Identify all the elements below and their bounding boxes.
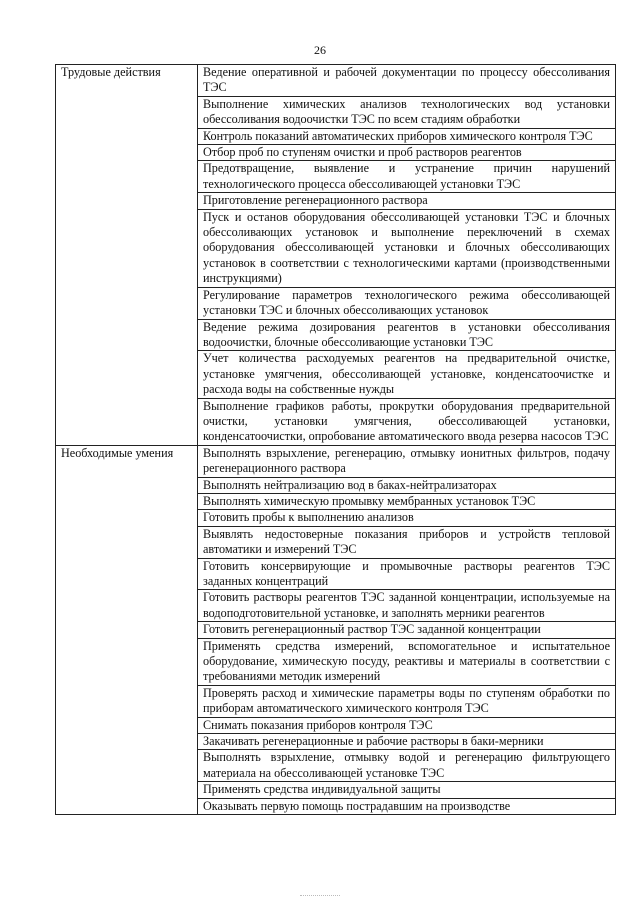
page-number: 26	[314, 43, 326, 57]
table-cell-item: Готовить пробы к выполнению анализов	[198, 510, 616, 526]
table-cell-item: Снимать показания приборов контроля ТЭС	[198, 717, 616, 733]
table-cell-item: Ведение оперативной и рабочей документации по процессу обессоливания ТЭС	[198, 65, 616, 97]
table-cell-item: Отбор проб по ступеням очистки и проб растворов реагентов	[198, 145, 616, 161]
table-cell-item: Закачивать регенерационные и рабочие растворы в баки-мерники	[198, 734, 616, 750]
table-cell-item: Готовить растворы реагентов ТЭС заданной концентрации, используемые на водоподготовительной установке, и заполнять мерники реагентов	[198, 590, 616, 622]
table-cell-item: Готовить регенерационный раствор ТЭС заданной концентрации	[198, 622, 616, 638]
table-row	[56, 65, 616, 97]
table-cell-item: Выполнять взрыхление, регенерацию, отмывку ионитных фильтров, подачу регенерационного раствора	[198, 445, 616, 477]
table-cell-item: Выполнение графиков работы, прокрутки оборудования предварительной очистки, установки умягчения, обессоливающей установки, конденсатоочистки, опробование автоматического ввода резерва насосов ТЭС	[198, 398, 616, 445]
table-body	[56, 65, 616, 815]
section-label: Трудовые действия	[56, 65, 198, 446]
table-cell-item: Оказывать первую помощь пострадавшим на производстве	[198, 798, 616, 814]
table-row	[56, 445, 616, 477]
table-cell-item: Применять средства индивидуальной защиты	[198, 782, 616, 798]
bottom-scan-mark	[300, 895, 340, 897]
table-cell-item: Применять средства измерений, вспомогательное и испытательное оборудование, химическую посуду, реактивы и материалы в соответствии с требованиями методик измерений	[198, 638, 616, 685]
table-cell-item: Выявлять недостоверные показания приборов и устройств тепловой автоматики и измерений ТЭС	[198, 526, 616, 558]
table-cell-item: Учет количества расходуемых реагентов на предварительной очистке, установке умягчения, обессоливающей установке, конденсатоочистке и расхода воды на собственные нужды	[198, 351, 616, 398]
table-cell-item: Проверять расход и химические параметры воды по ступеням обработки по приборам автоматического химического контроля ТЭС	[198, 685, 616, 717]
table-cell-item: Ведение режима дозирования реагентов в установки обессоливания водоочистки, блочные обессоливающие установки ТЭС	[198, 319, 616, 351]
table-cell-item: Приготовление регенерационного раствора	[198, 193, 616, 209]
table-cell-item: Выполнять нейтрализацию вод в баках-нейтрализаторах	[198, 477, 616, 493]
table-cell-item: Выполнять химическую промывку мембранных установок ТЭС	[198, 493, 616, 509]
table-cell-item: Выполнение химических анализов технологических вод установки обессоливания водоочистки ТЭС по всем стадиям обработки	[198, 96, 616, 128]
section-label: Необходимые умения	[56, 445, 198, 814]
table-cell-item: Пуск и останов оборудования обессоливающей установки ТЭС и блочных обессоливающих установок и выполнение переключений в схемах оборудования обессоливающей установки и блочных обессоливающих установок в соответствии с технологическими картами (производственными инструкциями)	[198, 209, 616, 287]
table-cell-item: Предотвращение, выявление и устранение причин нарушений технологического процесса обессоливающей установки ТЭС	[198, 161, 616, 193]
table-cell-item: Выполнять взрыхление, отмывку водой и регенерацию фильтрующего материала на обессоливающей установке ТЭС	[198, 750, 616, 782]
competency-table	[55, 64, 616, 815]
table-cell-item: Контроль показаний автоматических приборов химического контроля ТЭС	[198, 128, 616, 144]
table-cell-item: Регулирование параметров технологического режима обессоливающей установки ТЭС и блочных обессоливающих установок	[198, 287, 616, 319]
table-cell-item: Готовить консервирующие и промывочные растворы реагентов ТЭС заданных концентраций	[198, 558, 616, 590]
